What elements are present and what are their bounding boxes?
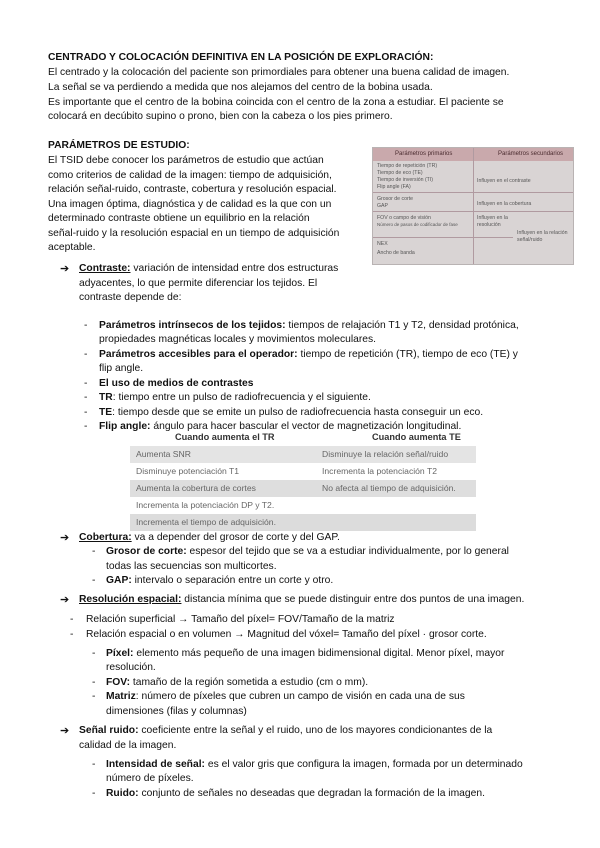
paragraph-line: Es importante que el centro de la bobina coincida con el centro de la zona a estudiar. El paciente se bbox=[48, 97, 504, 108]
resolucion-sub: Relación superficial → Tamaño del píxel= FOV/Tamaño de la matriz bbox=[86, 614, 395, 625]
photo-divider bbox=[473, 148, 474, 264]
photo-divider bbox=[373, 211, 573, 212]
item-label: Ruido: bbox=[106, 788, 139, 799]
contraste-item bbox=[99, 319, 519, 334]
contraste-item bbox=[99, 406, 483, 421]
item-text: ángulo para hacer bascular el vector de magnetización longitudinal. bbox=[150, 421, 462, 432]
table-cell: Aumenta SNR bbox=[136, 449, 191, 459]
resolucion-text: distancia mínima que se puede distinguir entre dos puntos de una imagen. bbox=[181, 594, 525, 605]
item-text: intervalo o separación entre un corte y otro. bbox=[131, 575, 334, 586]
item-label: El uso de medios de contrastes bbox=[99, 378, 254, 389]
resolucion-label: Resolución espacial: bbox=[79, 594, 182, 605]
senal-item bbox=[106, 758, 523, 773]
senal-text: coeficiente entre la señal y el ruido, uno de los mayores condicionantes de la bbox=[138, 725, 493, 736]
paragraph-line: señal-ruido y la resolución espacial en un tiempo de adquisición bbox=[48, 228, 340, 239]
item-label: TE bbox=[99, 407, 113, 418]
item-label: Intensidad de señal: bbox=[106, 759, 205, 770]
resolucion-item bbox=[106, 690, 465, 705]
photo-cell: FOV o campo de visión bbox=[377, 215, 431, 221]
item-label: TR bbox=[99, 392, 113, 403]
contraste-item bbox=[99, 348, 518, 363]
dash-bullet: - bbox=[84, 349, 88, 360]
cobertura-text: va a depender del grosor de corte y del GAP. bbox=[131, 532, 340, 543]
photo-cell: NEX bbox=[377, 241, 388, 247]
senal-line bbox=[79, 724, 492, 739]
paragraph-line: relación señal-ruido, contraste, cobertura y resolución espacial. bbox=[48, 184, 337, 195]
paragraph-line: El centrado y la colocación del paciente son primordiales para obtener una buena calidad de imagen. bbox=[48, 67, 510, 78]
table-row bbox=[130, 514, 476, 531]
contraste-item-cont: flip angle. bbox=[99, 363, 144, 374]
dash-bullet: - bbox=[92, 648, 96, 659]
table-cell: Disminuye potenciación T1 bbox=[136, 466, 240, 476]
photo-head-left-text: Parámetros primarios bbox=[395, 151, 453, 157]
photo-cell: Ancho de banda bbox=[377, 250, 415, 256]
photo-cell: Influyen en la relación bbox=[517, 230, 568, 236]
arrow-bullet-icon: ➔ bbox=[60, 725, 70, 737]
photo-cell: Tiempo de inversión (TI) bbox=[377, 177, 434, 183]
arrow-bullet-icon: ➔ bbox=[60, 263, 70, 275]
contraste-item-cont: propiedades magnéticas locales y movimientos moleculares. bbox=[99, 334, 377, 345]
resolucion-item bbox=[106, 647, 504, 662]
table-row bbox=[130, 446, 476, 463]
item-label: Matriz bbox=[106, 691, 136, 702]
dash-bullet: - bbox=[92, 575, 96, 586]
paragraph-line: Una imagen óptima, diagnóstica y de calidad es la que con un bbox=[48, 199, 332, 210]
cobertura-label: Cobertura: bbox=[79, 532, 132, 543]
resolucion-item-cont: resolución. bbox=[106, 662, 156, 673]
paragraph-line: aceptable. bbox=[48, 242, 96, 253]
item-text: conjunto de señales no deseadas que degradan la formación de la imagen. bbox=[138, 788, 485, 799]
item-text: : tiempo entre un pulso de radiofrecuencia y el siguiente. bbox=[112, 392, 371, 403]
dash-bullet: - bbox=[92, 788, 96, 799]
dash-bullet: - bbox=[70, 614, 74, 625]
photo-head-right-text: Parámetros secundarios bbox=[498, 151, 564, 157]
item-text: tiempos de relajación T1 y T2, densidad protónica, bbox=[285, 320, 519, 331]
resolucion-line bbox=[79, 593, 524, 608]
photo-head-right bbox=[474, 148, 573, 161]
item-label: GAP: bbox=[106, 575, 132, 586]
paragraph-line: colocará en decúbito supino o prono, bien con la cabeza o los pies primero. bbox=[48, 111, 393, 122]
photo-cell: Número de pasos de codificador de fase bbox=[377, 222, 458, 227]
item-text: tiempo de repetición (TR), tiempo de eco (TE) y bbox=[297, 349, 518, 360]
dash-bullet: - bbox=[84, 392, 88, 403]
table-cell: Disminuye la relación señal/ruido bbox=[322, 449, 449, 459]
cobertura-item-cont: todas las secuencias son multicortes. bbox=[106, 561, 277, 572]
photo-cell: Influyen en la bbox=[477, 215, 508, 221]
photo-cell: Influyen en el contraste bbox=[477, 178, 531, 184]
arrow-bullet-icon: ➔ bbox=[60, 594, 70, 606]
paragraph-line: La señal se va perdiendo a medida que nos alejamos del centro de la bobina usada. bbox=[48, 82, 433, 93]
table-header-te: Cuando aumenta TE bbox=[372, 432, 461, 442]
senal-item bbox=[106, 787, 485, 802]
contraste-text: variación de intensidad entre dos estructuras bbox=[130, 263, 339, 274]
dash-bullet: - bbox=[92, 546, 96, 557]
parameters-photo-table bbox=[372, 147, 574, 265]
item-label: Flip angle: bbox=[99, 421, 151, 432]
photo-cell: Flip angle (FA) bbox=[377, 184, 411, 190]
photo-cell: Grosor de corte bbox=[377, 196, 414, 202]
resolucion-item-cont: dimensiones (filas y columnas) bbox=[106, 706, 247, 717]
paragraph-line: como criterios de calidad de la imagen: tiempo de adquisición, bbox=[48, 170, 332, 181]
table-header-tr: Cuando aumenta el TR bbox=[175, 432, 275, 442]
item-label: FOV: bbox=[106, 677, 131, 688]
photo-cell: Tiempo de eco (TE) bbox=[377, 170, 423, 176]
dash-bullet: - bbox=[84, 378, 88, 389]
section-title-centrado: CENTRADO Y COLOCACIÓN DEFINITIVA EN LA POSICIÓN DE EXPLORACIÓN: bbox=[48, 52, 434, 63]
resolucion-sub: Relación espacial o en volumen → Magnitud del vóxel= Tamaño del píxel · grosor corte. bbox=[86, 629, 487, 640]
dash-bullet: - bbox=[70, 629, 74, 640]
table-cell: No afecta al tiempo de adquisición. bbox=[322, 483, 456, 493]
item-text: elemento más pequeño de una imagen bidimensional digital. Menor píxel, mayor bbox=[133, 648, 505, 659]
section-title-parametros: PARÁMETROS DE ESTUDIO: bbox=[48, 140, 190, 151]
photo-cell: Influyen en la cobertura bbox=[477, 201, 532, 207]
cobertura-item bbox=[106, 545, 509, 560]
senal-line: calidad de la imagen. bbox=[79, 740, 177, 751]
photo-cell: resolución bbox=[477, 222, 501, 228]
dash-bullet: - bbox=[84, 407, 88, 418]
photo-cell: GAP bbox=[377, 203, 388, 209]
senal-item-cont: número de píxeles. bbox=[106, 773, 194, 784]
photo-divider bbox=[373, 237, 513, 238]
dash-bullet: - bbox=[84, 421, 88, 432]
arrow-bullet-icon: ➔ bbox=[60, 532, 70, 544]
item-text: es el valor gris que configura la imagen, formada por un determinado bbox=[205, 759, 523, 770]
dash-bullet: - bbox=[84, 320, 88, 331]
item-label: Grosor de corte: bbox=[106, 546, 187, 557]
table-row bbox=[130, 480, 476, 497]
cobertura-line bbox=[79, 531, 340, 546]
photo-head-left bbox=[373, 148, 473, 161]
table-cell: Aumenta la cobertura de cortes bbox=[136, 483, 256, 493]
item-label: Parámetros intrínsecos de los tejidos: bbox=[99, 320, 286, 331]
contraste-item bbox=[99, 377, 254, 392]
table-row bbox=[130, 463, 476, 480]
table-row bbox=[130, 497, 476, 514]
item-label: Píxel: bbox=[106, 648, 134, 659]
item-text: espesor del tejido que se va a estudiar individualmente, por lo general bbox=[186, 546, 509, 557]
contraste-line: adyacentes, lo que permite diferenciar los tejidos. El bbox=[79, 278, 318, 289]
paragraph-line: El TSID debe conocer los parámetros de estudio que actúan bbox=[48, 155, 324, 166]
photo-cell: Tiempo de repetición (TR) bbox=[377, 163, 438, 169]
dash-bullet: - bbox=[92, 691, 96, 702]
photo-cell: señal/ruido bbox=[517, 237, 543, 243]
item-label: Parámetros accesibles para el operador: bbox=[99, 349, 298, 360]
cobertura-item bbox=[106, 574, 333, 589]
table-cell: Incrementa la potenciación T2 bbox=[322, 466, 437, 476]
item-text: : número de píxeles que cubren un campo de visión en cada una de sus bbox=[135, 691, 465, 702]
resolucion-item bbox=[106, 676, 368, 691]
photo-divider bbox=[373, 192, 573, 193]
paragraph-line: determinado contraste obtiene un equilibrio en la relación bbox=[48, 213, 310, 224]
table-cell: Incrementa el tiempo de adquisición. bbox=[136, 517, 276, 527]
contraste-label: Contraste: bbox=[79, 263, 131, 274]
contraste-line: contraste depende de: bbox=[79, 292, 182, 303]
contraste-item bbox=[99, 391, 371, 406]
dash-bullet: - bbox=[92, 677, 96, 688]
dash-bullet: - bbox=[92, 759, 96, 770]
table-cell: Incrementa la potenciación DP y T2. bbox=[136, 500, 275, 510]
item-text: : tiempo desde que se emite un pulso de radiofrecuencia hasta conseguir un eco. bbox=[112, 407, 484, 418]
contraste-line bbox=[79, 262, 338, 277]
senal-label: Señal ruido: bbox=[79, 725, 139, 736]
item-text: tamaño de la región sometida a estudio (cm o mm). bbox=[130, 677, 369, 688]
